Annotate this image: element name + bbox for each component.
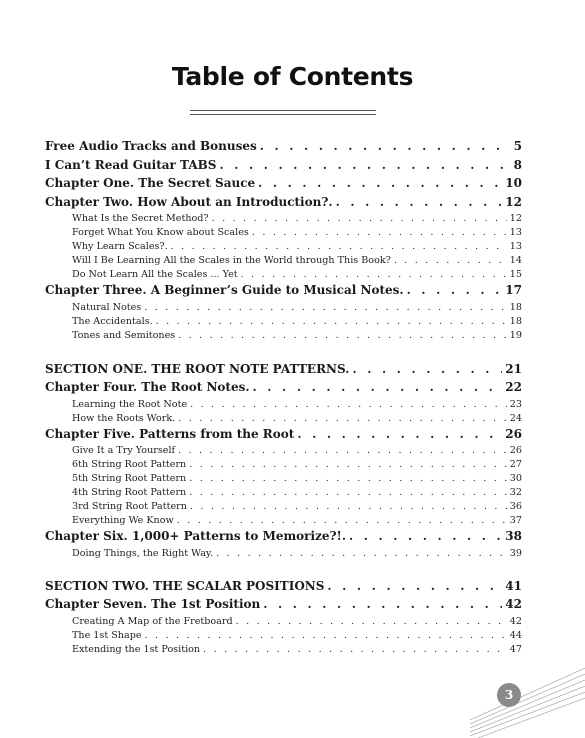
toc-entry-title: Why Learn Scales?. — [72, 241, 168, 252]
toc-entry-page: 22 — [505, 380, 522, 394]
toc-entry-page: 23 — [509, 398, 522, 410]
toc-subentry[interactable] — [45, 399, 522, 413]
toc-subentry[interactable] — [45, 413, 522, 427]
toc-entry-page: 44 — [509, 629, 522, 641]
dot-leader — [189, 487, 507, 498]
toc-subentry[interactable] — [45, 316, 522, 330]
toc-entry-page: 14 — [509, 255, 522, 266]
dot-leader — [260, 139, 511, 153]
toc-entry-page: 32 — [509, 487, 522, 498]
toc-entry-page: 18 — [509, 315, 522, 327]
dot-leader — [327, 579, 502, 593]
toc-entry-page: 21 — [505, 361, 522, 376]
dot-leader — [144, 302, 507, 313]
toc-entry[interactable] — [45, 380, 522, 399]
toc-entry-page: 8 — [513, 157, 522, 172]
toc-subentry[interactable] — [45, 445, 522, 459]
toc-entry-title: Learning the Root Note — [72, 398, 188, 410]
toc-entry-page: 13 — [509, 241, 522, 252]
toc-entry[interactable] — [45, 362, 522, 381]
toc-entry-title: Chapter Seven. The 1st Position — [45, 597, 261, 611]
toc-subentry[interactable] — [45, 302, 522, 316]
toc-entry-page: 17 — [505, 283, 522, 297]
toc-entry-page: 5 — [513, 139, 522, 153]
toc-entry-title: The 1st Shape — [72, 629, 142, 641]
toc-subentry[interactable] — [45, 213, 522, 227]
toc-entry-title: SECTION ONE. THE ROOT NOTE PATTERNS. — [45, 361, 350, 376]
toc-entry-page: 13 — [509, 227, 522, 238]
toc-entry-page: 37 — [509, 515, 522, 526]
toc-entry-title: Extending the 1st Position — [72, 643, 201, 655]
toc-entry[interactable] — [45, 139, 522, 158]
section-gap — [45, 562, 522, 579]
dot-leader — [212, 213, 507, 224]
toc-entry-page: 12 — [505, 194, 522, 209]
toc-entry[interactable] — [45, 195, 522, 214]
toc-entry-title: Chapter Two. How About an Introduction?. — [45, 194, 333, 209]
guitar-strings-decoration — [470, 650, 585, 738]
toc-subentry[interactable] — [45, 501, 522, 515]
page-title: Table of Contents — [171, 62, 414, 91]
dot-leader — [336, 195, 503, 209]
dot-leader — [171, 241, 507, 252]
dot-leader — [236, 616, 507, 627]
dot-leader — [178, 413, 507, 424]
toc-entry-title: Chapter One. The Secret Sauce — [45, 176, 256, 190]
toc-entry-title: What Is the Secret Method? — [72, 213, 209, 224]
dot-leader — [177, 515, 507, 526]
toc-subentry[interactable] — [45, 630, 522, 644]
toc-subentry[interactable] — [45, 269, 522, 283]
toc-entry-page: 42 — [509, 615, 522, 627]
toc-entry-page: 10 — [505, 176, 522, 190]
toc-entry[interactable] — [45, 427, 522, 446]
toc-entry-title: Will I Be Learning All the Scales in the World through This Book? — [72, 255, 391, 266]
toc-entry[interactable] — [45, 158, 522, 177]
toc-entry-title: Chapter Six. 1,000+ Patterns to Memorize?!. — [45, 529, 346, 543]
dot-leader — [156, 316, 507, 327]
toc-subentry[interactable] — [45, 330, 522, 344]
dot-leader — [263, 597, 502, 611]
dot-leader — [189, 459, 507, 470]
toc-subentry[interactable] — [45, 548, 522, 562]
toc-entry-page: 18 — [509, 301, 522, 313]
toc-entry-title: Do Not Learn All the Scales ... Yet — [72, 269, 238, 280]
toc-entry[interactable] — [45, 283, 522, 302]
toc-subentry[interactable] — [45, 616, 522, 630]
dot-leader — [297, 427, 502, 441]
toc-subentry[interactable] — [45, 515, 522, 529]
toc-entry-page: 30 — [509, 473, 522, 484]
toc-entry-page: 42 — [505, 597, 522, 611]
toc-subentry[interactable] — [45, 644, 522, 658]
toc-entry-title: Chapter Five. Patterns from the Root — [45, 426, 295, 441]
toc-entry-title: 6th String Root Pattern — [72, 459, 187, 470]
toc-entry[interactable] — [45, 176, 522, 195]
toc-entry-title: 3rd String Root Pattern — [72, 501, 187, 512]
toc-entry[interactable] — [45, 529, 522, 548]
toc-entry-title: Tones and Semitones — [72, 329, 176, 341]
toc-entry-title: Give It a Try Yourself — [72, 445, 176, 456]
dot-leader — [145, 630, 507, 641]
dot-leader — [258, 176, 502, 190]
toc-entry-title: 4th String Root Pattern — [72, 487, 187, 498]
dot-leader — [190, 399, 507, 410]
dot-leader — [178, 445, 507, 456]
dot-leader — [190, 501, 507, 512]
toc-entry-title: Doing Things, the Right Way. — [72, 547, 214, 559]
dot-leader — [203, 644, 507, 655]
toc-subentry[interactable] — [45, 459, 522, 473]
dot-leader — [352, 362, 502, 376]
dot-leader — [253, 380, 503, 394]
toc-entry-title: SECTION TWO. THE SCALAR POSITIONS — [45, 578, 325, 593]
toc-entry-title: Creating A Map of the Fretboard — [72, 615, 233, 627]
page-number-badge: 3 — [497, 683, 521, 707]
toc-entry-title: Chapter Four. The Root Notes. — [45, 380, 250, 394]
toc-subentry[interactable] — [45, 473, 522, 487]
dot-leader — [394, 255, 507, 266]
toc-entry-title: Forget What You Know about Scales — [72, 227, 249, 238]
dot-leader — [178, 330, 507, 341]
toc-subentry[interactable] — [45, 487, 522, 501]
title-rule-bottom — [190, 114, 376, 115]
toc-entry-page: 41 — [505, 578, 522, 593]
toc-entry-page: 39 — [509, 547, 522, 559]
toc-entry-page: 24 — [509, 412, 522, 424]
toc-entry-title: How the Roots Work. — [72, 412, 176, 424]
toc-subentry[interactable] — [45, 241, 522, 255]
dot-leader — [407, 283, 503, 297]
toc-entry-title: Chapter Three. A Beginner’s Guide to Musical Notes. — [45, 283, 404, 297]
toc-entry-page: 26 — [505, 426, 522, 441]
toc-entry-page: 26 — [509, 445, 522, 456]
dot-leader — [216, 548, 507, 559]
section-gap — [45, 344, 522, 362]
toc-entry-page: 47 — [509, 643, 522, 655]
toc-entry-title: The Accidentals. — [72, 315, 153, 327]
toc-entry-page: 15 — [509, 269, 522, 280]
toc-entry-title: I Can’t Read Guitar TABS — [45, 157, 217, 172]
toc-entry-page: 12 — [509, 213, 522, 224]
toc-subentry[interactable] — [45, 255, 522, 269]
toc-entry-title: Free Audio Tracks and Bonuses — [45, 139, 257, 153]
dot-leader — [241, 269, 507, 280]
toc-entry-page: 38 — [505, 529, 522, 543]
toc-entry-title: 5th String Root Pattern — [72, 473, 187, 484]
dot-leader — [219, 158, 510, 172]
title-rule-top — [190, 110, 376, 111]
dot-leader — [252, 227, 507, 238]
table-of-contents — [45, 139, 522, 658]
toc-entry-title: Natural Notes — [72, 301, 142, 313]
toc-entry-page: 27 — [509, 459, 522, 470]
toc-entry-page: 19 — [509, 329, 522, 341]
dot-leader — [349, 529, 502, 543]
toc-entry-page: 36 — [509, 501, 522, 512]
toc-entry[interactable] — [45, 579, 522, 598]
toc-subentry[interactable] — [45, 227, 522, 241]
toc-entry[interactable] — [45, 597, 522, 616]
dot-leader — [189, 473, 507, 484]
toc-entry-title: Everything We Know — [72, 515, 174, 526]
